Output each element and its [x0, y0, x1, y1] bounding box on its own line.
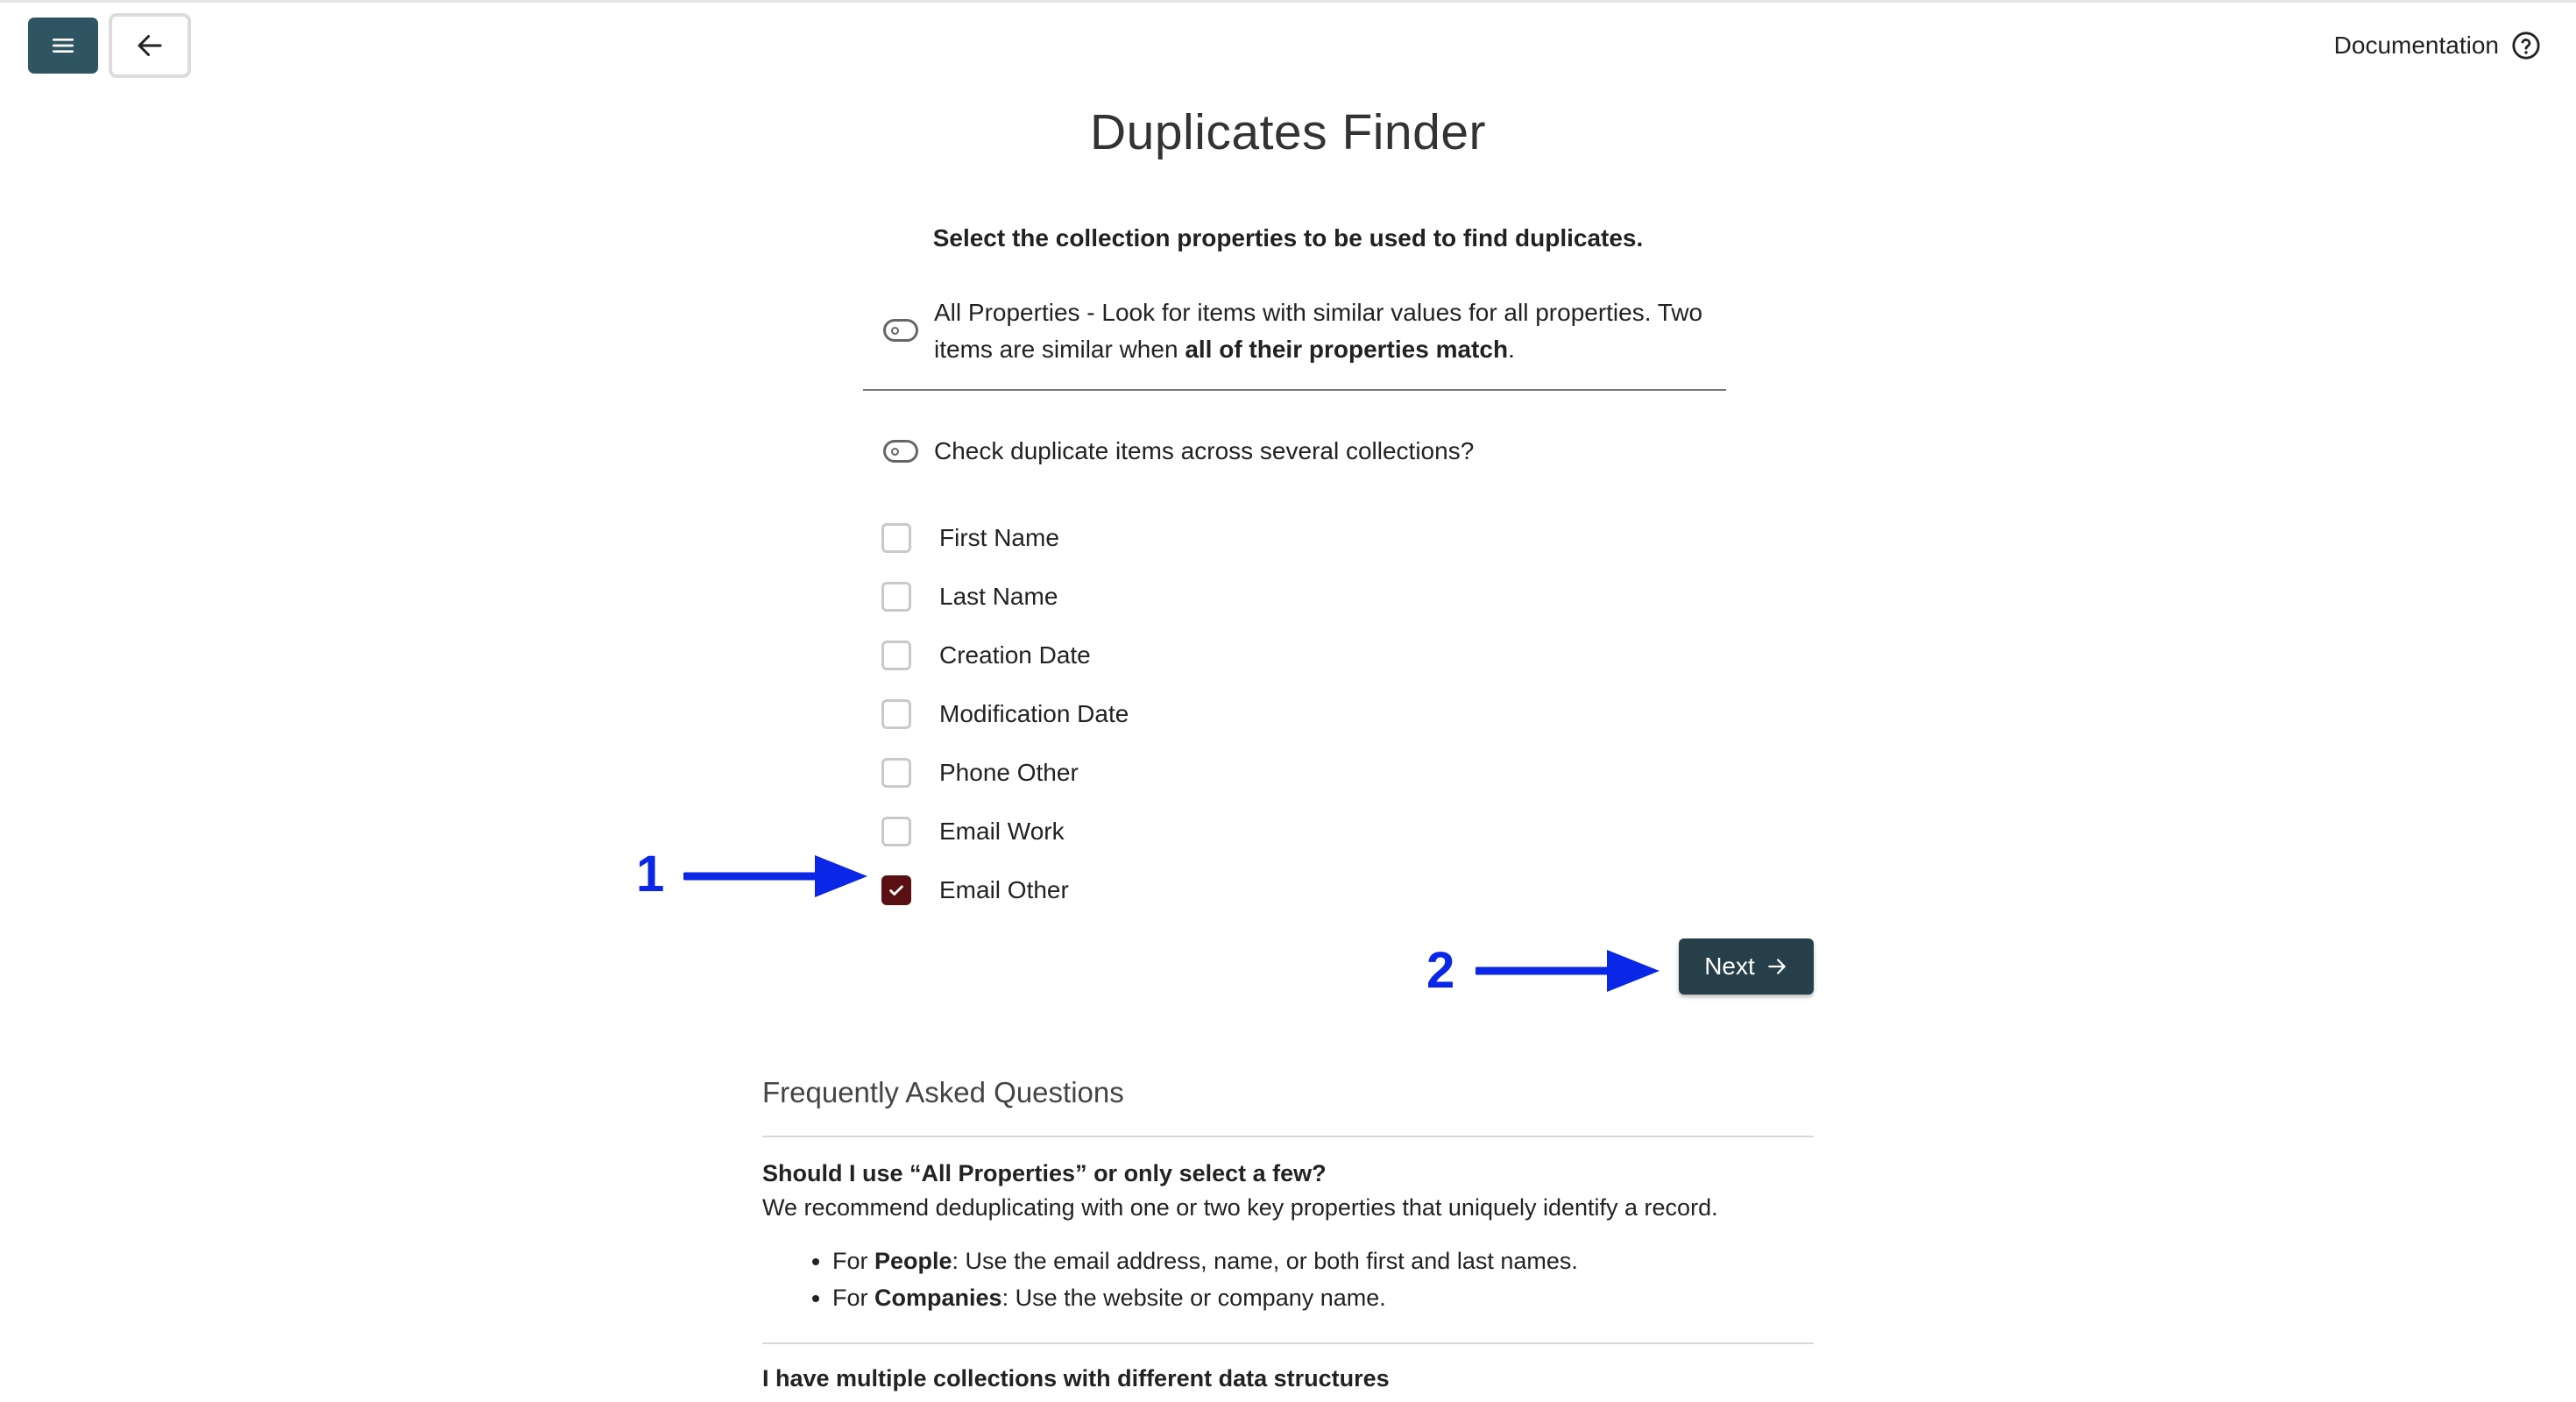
documentation-label: Documentation: [2333, 32, 2499, 59]
next-label: Next: [1704, 952, 1755, 980]
all-properties-option: [883, 294, 1724, 368]
annotation-arrow-2: [1476, 946, 1661, 995]
section-divider: [863, 389, 1726, 391]
cross-collections-toggle[interactable]: [883, 440, 918, 463]
checkbox-checked[interactable]: [881, 875, 911, 905]
checkbox[interactable]: [881, 523, 911, 553]
all-properties-description: All Properties - Look for items with similar values for all properties. Two items are similar when all of their properties match.: [934, 299, 1703, 363]
checkbox-label: Email Other: [939, 875, 1069, 903]
checkbox-label: Creation Date: [939, 641, 1091, 669]
faq-divider: [762, 1342, 1814, 1344]
checkbox-label: First Name: [939, 523, 1059, 551]
checkbox[interactable]: [881, 641, 911, 670]
checkbox-label: Phone Other: [939, 758, 1079, 786]
cross-collections-label: Check duplicate items across several collections?: [934, 437, 1475, 464]
faq-question: Should I use “All Properties” or only select a few?: [762, 1160, 1327, 1186]
page-title: Duplicates Finder: [1089, 104, 1487, 160]
check-icon: [887, 881, 906, 900]
checkbox[interactable]: [881, 582, 911, 612]
annotation-number-1: 1: [636, 846, 665, 903]
instructions: Select the collection properties to be used to find duplicates.: [932, 224, 1644, 251]
menu-button[interactable]: [28, 18, 98, 74]
cross-collections-option: [883, 433, 1474, 470]
checkbox[interactable]: [881, 699, 911, 729]
annotation-number-2: 2: [1426, 942, 1455, 999]
checkbox[interactable]: [881, 817, 911, 846]
hamburger-icon: [49, 32, 77, 60]
list-item: • For People: Use the email address, name, or both first and last names.: [832, 1243, 1814, 1279]
checkbox-label: Last Name: [939, 582, 1058, 610]
faq-answer: We recommend deduplicating with one or two key properties that uniquely identify a record.: [762, 1194, 1718, 1221]
checkbox[interactable]: [881, 758, 911, 788]
top-border: [0, 0, 2576, 3]
next-button[interactable]: [1679, 938, 1814, 995]
property-email-other[interactable]: [881, 860, 1129, 919]
property-email-work[interactable]: [881, 802, 1129, 860]
property-modification-date[interactable]: [881, 684, 1129, 743]
faq-question: I have multiple collections with different data structures: [762, 1365, 1390, 1391]
arrow-right-icon: [1766, 955, 1788, 978]
checkbox-label: Modification Date: [939, 699, 1129, 727]
list-item: • For Companies: Use the website or company name.: [832, 1279, 1814, 1316]
faq-answer-list: [762, 1243, 1814, 1316]
faq-divider: [762, 1136, 1814, 1137]
faq-section: [762, 1076, 1814, 1392]
all-properties-toggle[interactable]: [883, 319, 918, 342]
property-last-name[interactable]: [881, 567, 1129, 626]
help-circle-icon: [2511, 31, 2541, 60]
checkbox-label: Email Work: [939, 817, 1065, 845]
annotation-arrow-1: [683, 852, 869, 901]
property-creation-date[interactable]: [881, 626, 1129, 684]
documentation-link[interactable]: [2334, 26, 2541, 65]
property-phone-other[interactable]: [881, 743, 1129, 802]
property-checkbox-list: [881, 508, 1129, 919]
arrow-left-icon: [134, 30, 166, 61]
back-button[interactable]: [109, 13, 191, 78]
faq-title: Frequently Asked Questions: [762, 1076, 1124, 1108]
property-first-name[interactable]: [881, 508, 1129, 567]
